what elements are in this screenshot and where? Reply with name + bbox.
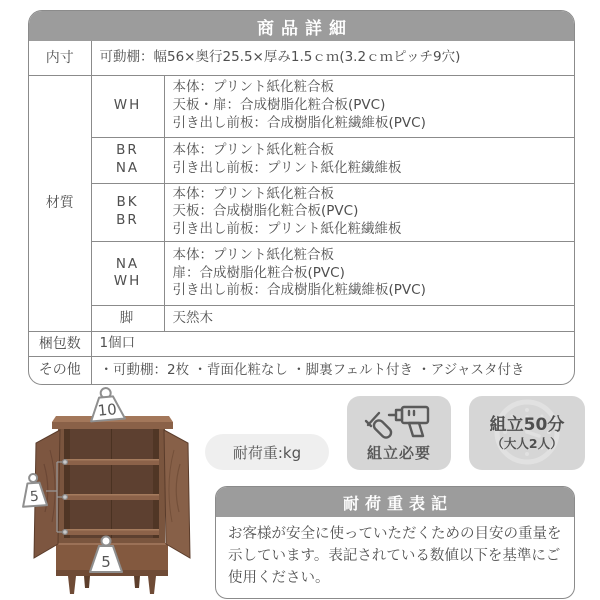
weight-icon-top — [88, 387, 125, 422]
other-value: ・可動棚：2枚 ・背面化粧なし ・脚裏フェルト付き ・アジャスタ付き — [91, 356, 574, 384]
table-row-packing — [29, 331, 574, 356]
finish-code-bk-br: BK BR — [91, 183, 164, 241]
weight-value-drawer: 5 — [101, 553, 111, 571]
finish-code-legs: 脚 — [91, 305, 164, 331]
material-lines-legs: 天然木 — [164, 305, 574, 331]
table-row-material-legs — [29, 305, 574, 331]
weight-value-shelf: 5 — [29, 488, 40, 506]
assembly-time-badge — [469, 396, 585, 470]
load-capacity-label: 耐荷重:kg — [232, 443, 302, 462]
material-lines-br-na: 本体：プリント紙化粧合板 引き出し前板：プリント紙化粧繊維板 — [164, 137, 574, 183]
table-row-material-na-wh — [29, 241, 574, 305]
table-row-material-wh — [29, 75, 574, 137]
product-spec-card — [28, 10, 575, 385]
material-lines-na-wh: 本体：プリント紙化粧合板 扉：合成樹脂化粧合板(PVC) 引き出し前板：合成樹脂化粧繊維板(PVC) — [164, 241, 574, 305]
cabinet-legs — [68, 576, 156, 594]
row-label-inner: 内寸 — [29, 41, 91, 75]
weight-value-top: 10 — [96, 400, 118, 420]
row-label-material: 材質 — [29, 75, 91, 331]
screwdriver-drill-icon — [363, 402, 435, 442]
assembly-people-label: （大人2人） — [491, 435, 563, 451]
material-lines-bk-br: 本体：プリント紙化粧合板 天板：合成樹脂化粧合板(PVC) 引き出し前板：プリント紙化粧繊維板 — [164, 183, 574, 241]
table-row-inner-dimensions — [29, 41, 574, 75]
product-cabinet-image — [12, 386, 202, 598]
row-label-packing: 梱包数 — [29, 331, 91, 356]
finish-code-na-wh: NA WH — [91, 241, 164, 305]
material-lines-wh: 本体：プリント紙化粧合板 天板・扉：合成樹脂化粧合板(PVC) 引き出し前板：合成樹脂化粧繊維板(PVC) — [164, 75, 574, 137]
assembly-required-badge — [347, 396, 451, 470]
assembly-required-label: 組立必要 — [366, 444, 431, 462]
row-label-other: その他 — [29, 356, 91, 384]
table-row-material-bk-br — [29, 183, 574, 241]
finish-code-br-na: BR NA — [91, 137, 164, 183]
table-row-other — [29, 356, 574, 384]
inner-dimensions-value: 可動棚：幅56×奥行25.5×厚み1.5ｃｍ(3.2ｃｍピッチ9穴) — [91, 41, 574, 75]
load-capacity-pill — [205, 434, 329, 470]
notice-body-text: お客様が安全に使っていただくための目安の重量を示しています。表記されている数値以下を基準にご使用ください。 — [228, 526, 562, 586]
finish-code-wh: WH — [91, 75, 164, 137]
notice-title: 耐荷重表記 — [216, 487, 574, 517]
spec-card-title: 商品詳細 — [29, 11, 574, 41]
packing-value: 1個口 — [91, 331, 574, 356]
load-capacity-notice — [215, 486, 575, 599]
table-row-material-br-na — [29, 137, 574, 183]
spec-table — [29, 41, 574, 384]
assembly-time-label: 組立50分 — [489, 415, 565, 436]
